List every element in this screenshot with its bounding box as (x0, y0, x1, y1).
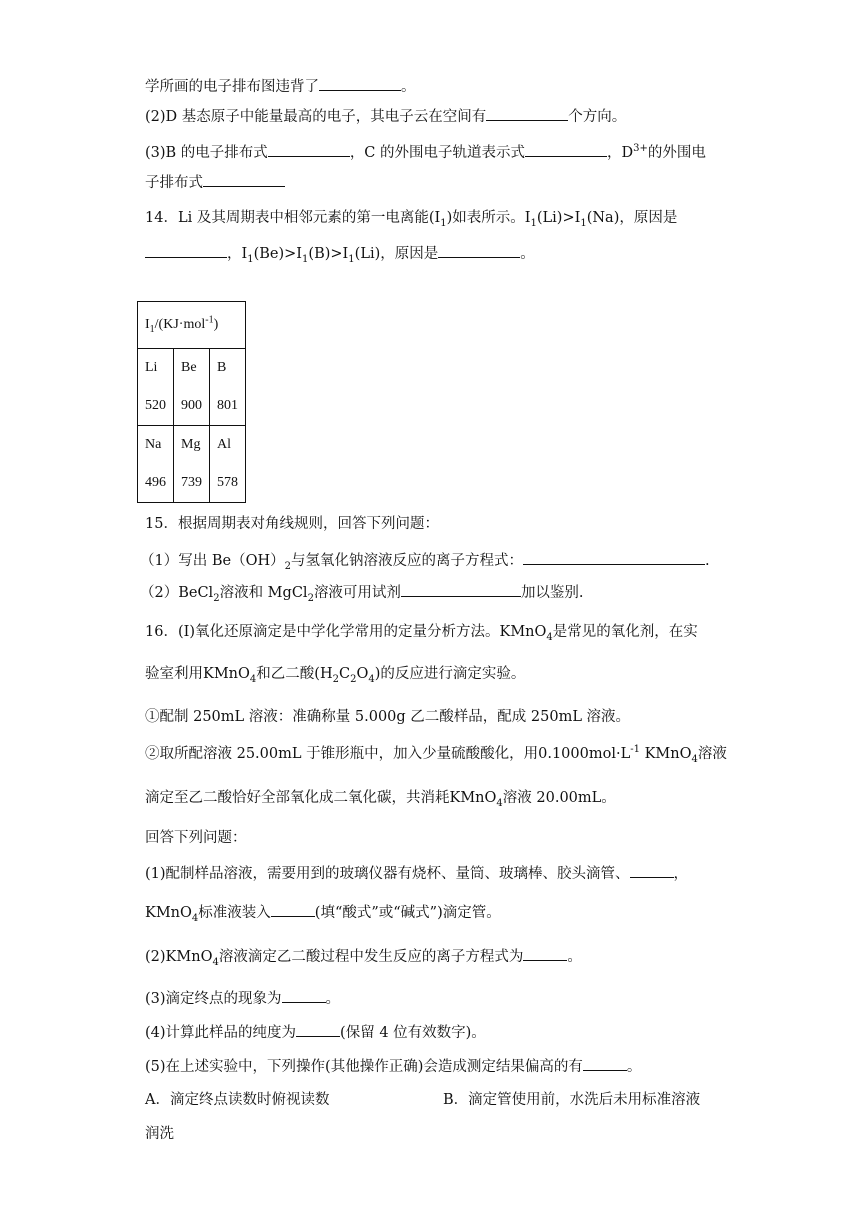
answer-blank[interactable] (282, 988, 326, 1003)
question-16-line3: ①配制 250mL 溶液：准确称量 5.000g 乙二酸样品，配成 250mL 溶液。 (145, 709, 631, 725)
question-16-line4: ②取所配溶液 25.00mL 于锥形瓶中，加入少量硫酸酸化，用$0.1000mol\cdot L^{-1}$ KMnO$_4$溶液 (145, 744, 727, 765)
table-cell: Li 520 (138, 349, 174, 426)
answer-blank[interactable] (268, 142, 350, 157)
question-13-3: (3)B 的电子排布式 ，C 的外围电子轨道表示式 ，$D^{3+}$的外围电 (145, 143, 706, 161)
answer-blank[interactable] (296, 1022, 340, 1037)
answer-blank[interactable] (401, 582, 521, 597)
question-16-line2: 验室利用KMnO$_4$和乙二酸$(H_2C_2O_4)$的反应进行滴定实验。 (145, 666, 526, 685)
question-16-part5: (5)在上述实验中，下列操作(其他操作正确)会造成测定结果偏高的有 。 (145, 1056, 641, 1077)
answer-blank[interactable] (630, 863, 674, 878)
question-13-2: (2)D 基态原子中能量最高的电子，其电子云在空间有 个方向。 (145, 106, 626, 127)
question-14-cont: ，$I_1(Be)>I_1(B)>I_1(Li)$，原因是 。 (145, 243, 535, 264)
question-14: 14．Li 及其周期表中相邻元素的第一电离能$(I_1)$如表所示。$I_1(Li)>I_1(Na)$，原因是 (145, 210, 678, 229)
table-cell: Be 900 (174, 349, 210, 426)
answer-blank[interactable] (523, 550, 705, 565)
answer-blank[interactable] (525, 142, 607, 157)
answer-blank[interactable] (271, 902, 315, 917)
answer-blank[interactable] (319, 76, 401, 91)
answer-blank[interactable] (203, 172, 285, 187)
option-b-cont: 润洗 (145, 1126, 174, 1142)
question-16-part1-cont: KMnO$_4$标准液装入 (填“酸式”或“碱式”)滴定管。 (145, 902, 501, 923)
answer-blank[interactable] (145, 243, 227, 258)
table-header: $I_1/(KJ\cdot mol^{-1})$ (138, 302, 246, 349)
table-cell: Mg 739 (174, 426, 210, 503)
question-15-title: 15．根据周期表对角线规则，回答下列问题： (145, 516, 439, 532)
question-16-part1: (1)配制样品溶液，需要用到的玻璃仪器有烧杯、量筒、玻璃棒、胶头滴管、 ， (145, 863, 688, 884)
answer-blank[interactable] (438, 243, 520, 258)
ionization-energy-table (137, 301, 246, 503)
question-15-2: （2）BeCl$_2$溶液和 MgCl$_2$溶液可用试剂 加以鉴别. (140, 582, 584, 603)
question-15-1: （1）写出 $Be(OH)_2$与氢氧化钠溶液反应的离子方程式： . (140, 550, 710, 571)
table-cell: Al 578 (210, 426, 246, 503)
table-cell: B 801 (210, 349, 246, 426)
question-16-part3: (3)滴定终点的现象为 。 (145, 988, 340, 1009)
answer-blank[interactable] (523, 946, 567, 961)
text-line: 学所画的电子排布图违背了 。 (145, 76, 416, 97)
table-cell: Na 496 (138, 426, 174, 503)
question-16-line1: 16．(I)氧化还原滴定是中学化学常用的定量分析方法。KMnO$_4$是常见的氧化剂，在实 (145, 624, 698, 643)
option-b[interactable]: B．滴定管使用前，水洗后未用标准溶液 (443, 1092, 701, 1108)
option-a[interactable]: A．滴定终点读数时俯视读数 (145, 1092, 330, 1108)
question-16-part2: (2)KMnO$_4$溶液滴定乙二酸过程中发生反应的离子方程式为 。 (145, 946, 582, 967)
question-13-3-cont: 子排布式 (145, 172, 285, 193)
question-16-line5: 滴定至乙二酸恰好全部氧化成二氧化碳，共消耗KMnO$_4$溶液 20.00mL。 (145, 790, 616, 809)
answer-blank[interactable] (486, 106, 568, 121)
answer-blank[interactable] (583, 1056, 627, 1071)
question-16-line6: 回答下列问题： (145, 830, 247, 846)
question-16-part4: (4)计算此样品的纯度为 (保留 4 位有效数字)。 (145, 1022, 486, 1043)
